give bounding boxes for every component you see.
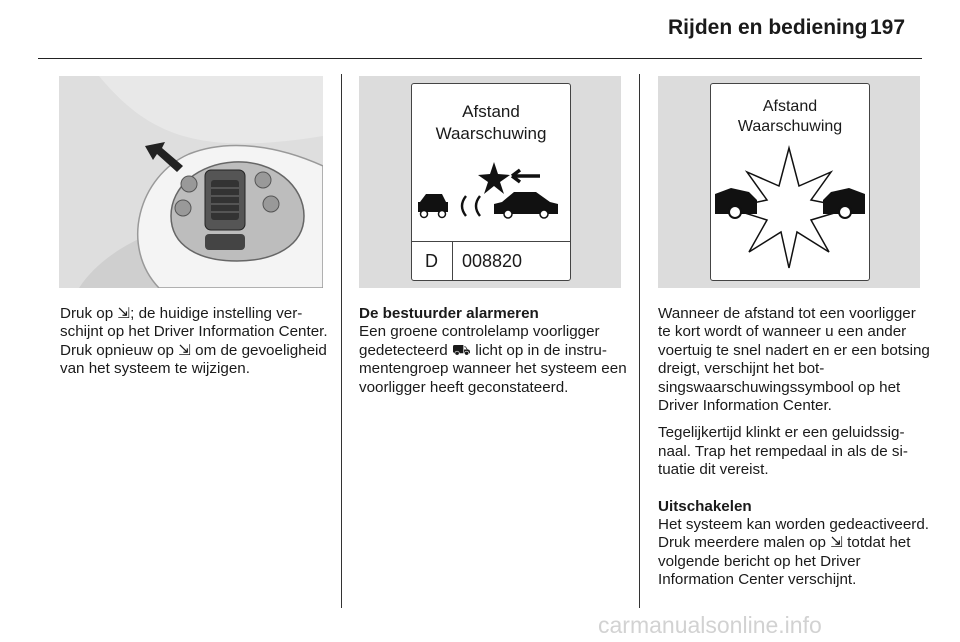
steering-wheel-figure <box>59 76 323 288</box>
col2-paragraph: Een groene controlelamp voorligger gedetecteerd ⛟ licht op in de instrumentengroep wanneer het systeem een voorligger heeft geconstateerd. <box>359 323 627 396</box>
col1-paragraph: Druk op ⇲; de huidige instelling verschijnt op het Driver Information Center. Druk opnieuw op ⇲ om de gevoeligheid van het systeem te wijzigen. <box>60 305 328 378</box>
sign-code-letter: D <box>425 251 438 271</box>
sign-code-number: 008820 <box>462 251 523 271</box>
steering-wheel-illustration <box>59 76 323 288</box>
col3-paragraph-2: Tegelijkertijd klinkt er een geluidssignaal. Trap het rempedaal in als de situatie dit vereist. <box>658 424 908 479</box>
distance-warning-sign <box>411 83 571 281</box>
column-divider-right <box>639 74 640 608</box>
sign-title-line1: Afstand <box>462 102 520 121</box>
sign-code-row <box>412 241 570 281</box>
column-1 <box>60 305 328 388</box>
col3-heading: Uitschakelen <box>658 497 752 515</box>
watermark: carmanualsonline.info <box>598 612 822 638</box>
col3-paragraph-1: Wanneer de afstand tot een voorligger te kort wordt of wanneer u een ander voertuig te snel nadert en er een botsing dreigt, verschijnt het botsingswaarschuwingssymbool op het Driver Information Center. <box>658 305 930 415</box>
distance-warning-figure <box>359 76 621 288</box>
sign-title-line2: Waarschuwing <box>435 124 547 143</box>
page-header-title: Rijden en bediening <box>668 16 868 39</box>
page-number: 197 <box>870 16 906 39</box>
collision-warning-figure <box>658 76 920 288</box>
sign3-title-line2: Waarschuwing <box>737 118 843 135</box>
col3-paragraph-3: Het systeem kan worden gedeactiveerd. Druk meerdere malen op ⇲ totdat het volgende bericht op het Driver Information Center verschijnt. <box>658 516 929 589</box>
column-divider-left <box>341 74 342 608</box>
vehicle-ahead-warning-icon <box>412 156 570 228</box>
column-3 <box>658 305 930 599</box>
column-2 <box>359 305 631 406</box>
collision-warning-icon <box>711 142 869 272</box>
collision-warning-sign <box>710 83 870 281</box>
header-rule <box>38 58 922 59</box>
sign3-title-line1: Afstand <box>762 98 818 115</box>
col2-heading: De bestuurder alarmeren <box>359 305 539 322</box>
